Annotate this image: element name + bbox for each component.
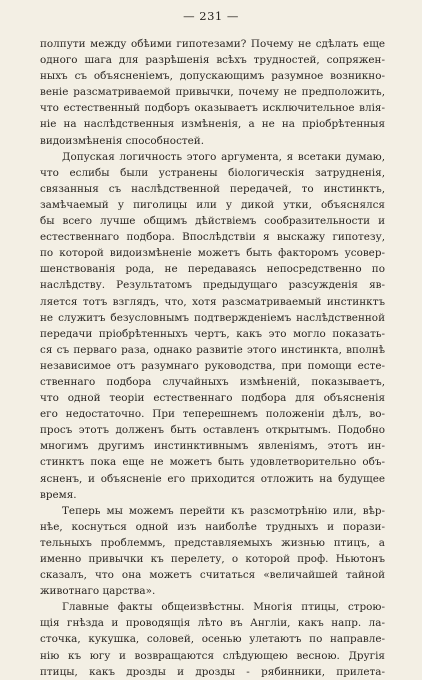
text-line: бы всего лучше общимъ дѣйствіемъ сообразительности и: [40, 215, 385, 228]
text-line: естественнаго подбора. Впослѣдствіи я выскажу гипотезу,: [40, 231, 385, 244]
text-line: что одной теоріи естественнаго подбора для объясненія: [40, 392, 385, 405]
text-line: не служитъ безусловнымъ подтвержденіемъ наслѣдственной: [40, 311, 385, 324]
text-line: тельныхъ проблеммъ, представляемыхъ жизнью птицъ, а: [40, 536, 385, 549]
text-line: ныхъ съ объясненіемъ, допускающимъ разумное возникно-: [40, 70, 385, 83]
text-line: стинктъ пока еще не можетъ быть удовлетворительно объ-: [40, 456, 385, 469]
text-line: щія гнѣзда и проводящія лѣто въ Англіи, какъ напр. ла-: [40, 617, 385, 630]
text-line: видоизмѣненія способностей.: [40, 134, 205, 147]
text-line: нію къ югу и возвращаются слѣдующею весною. Другія: [40, 649, 385, 662]
text-line: животнаго царства».: [40, 585, 156, 598]
text-line: по которой видоизмѣненіе можетъ быть факторомъ усовер-: [40, 247, 385, 260]
text-line: что еслибы были устранены біологическія затрудненія,: [40, 166, 385, 179]
text-line: одного шага для разрѣшенія всѣхъ трудностей, сопряжен-: [40, 54, 385, 67]
body-text: [40, 36, 385, 680]
page-number: — 231 —: [183, 9, 239, 23]
text-line: именно привычки къ перелету, о которой проф. Ньютонъ: [40, 553, 385, 565]
text-line: многимъ другимъ инстинктивнымъ явленіямъ, этотъ ин-: [40, 440, 385, 453]
text-line: ніе на наслѣдственныя измѣненія, а не на пріобрѣтенныя: [40, 118, 385, 131]
text-line: шенствованія рода, не передаваясь непосредственно по: [40, 263, 385, 276]
text-line: ляется тотъ взглядъ, что, хотя разсматриваемый инстинктъ: [40, 295, 385, 308]
text-line: связанныя съ наслѣдственной передачей, то инстинктъ,: [40, 182, 385, 195]
text-line: веніе разсматриваемой привычки, почему не предположить,: [40, 86, 385, 99]
text-line: Главные факты общеизвѣстны. Многія птицы, строю-: [62, 601, 385, 614]
text-line: Теперь мы можемъ перейти къ разсмотрѣнію или, вѣр-: [62, 504, 385, 517]
text-line: сказалъ, что она можетъ считаться «величайшей тайной: [40, 569, 385, 582]
text-line: время.: [40, 488, 77, 501]
text-line: наслѣдству. Результатомъ предыдущаго разсужденія яв-: [40, 279, 385, 292]
text-line: замѣчаемый у пиголицы или у дикой утки, объяснялся: [40, 198, 385, 211]
text-line: нѣе, коснуться одной изъ наиболѣе трудныхъ и порази-: [40, 520, 385, 533]
text-line: передачи пріобрѣтенныхъ чертъ, какъ это могло показать-: [40, 327, 385, 340]
text-line: что естественный подборъ оказываетъ исключительное влія-: [40, 102, 385, 115]
text-line: Допуская логичность этого аргумента, я всетаки думаю,: [62, 150, 385, 163]
text-line: просъ этотъ долженъ быть оставленъ открытымъ. Подобно: [40, 424, 385, 437]
text-line: ственнаго подбора случайныхъ измѣненій, показываетъ,: [40, 375, 385, 388]
text-line: птицы, какъ дрозды и дрозды - рябинники, прилета-: [40, 665, 385, 678]
text-line: сточка, кукушка, соловей, осенью улетаютъ по направле-: [40, 633, 385, 646]
text-line: независимое отъ разумнаго руководства, при помощи есте-: [40, 359, 385, 372]
text-line: ясненъ, и объясненіе его приходится отложить на будущее: [40, 472, 385, 485]
text-line: полпути между обѣими гипотезами? Почему не сдѣлать еще: [40, 38, 385, 50]
text-line: его недостаточно. При теперешнемъ положеніи дѣлъ, во-: [40, 408, 385, 421]
text-line: ся съ перваго раза, однако развитіе этого инстинкта, вполнѣ: [40, 343, 385, 356]
